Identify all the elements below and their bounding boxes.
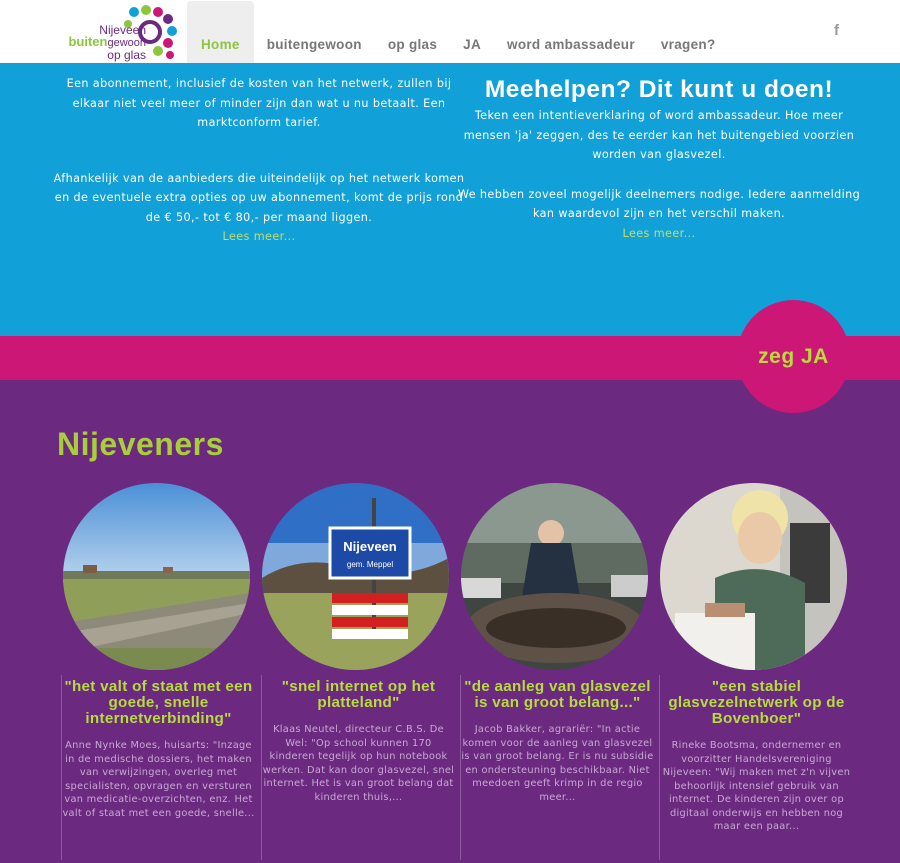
card-2[interactable]: [262, 483, 451, 670]
entrepreneur-office-image: [660, 483, 847, 670]
card-4-description: Rineke Bootsma, ondernemer en voorzitter Handelsvereniging Nijeveen: "Wij maken met z'n vijven behoorlijk intensief gebruik van internet. De kinderen zijn over op digitaal onderwijs en hebben nog maar een paar...: [662, 740, 851, 832]
card-2-text: [261, 675, 455, 860]
nav-home[interactable]: Home: [187, 1, 254, 63]
nav-vragen[interactable]: vragen?: [660, 37, 716, 52]
card-2-quote[interactable]: "snel internet op het platteland": [281, 678, 436, 711]
card-2-description: Klaas Neutel, directeur C.B.S. De Wel: "Op school kunnen 170 kinderen tegelijk op hun notebook werken. Dat kan door glasvezel, snel internet. Het is van groot belang dat kinderen thuis,...: [262, 724, 455, 803]
help-paragraph-2: We hebben zoveel mogelijk deelnemers nodige. Iedere aanmelding kan waardevol zijn en het verschil maken.: [457, 187, 861, 220]
header: [0, 0, 900, 63]
card-4[interactable]: [660, 483, 849, 670]
nav-op-glas[interactable]: op glas: [387, 37, 438, 52]
card-3-quote[interactable]: "de aanleg van glasvezel is van groot belang...": [464, 678, 651, 711]
logo-line-2a: buiten: [68, 34, 108, 49]
card-4-text: [659, 675, 853, 860]
card-1-description: Anne Nynke Moes, huisarts: "Inzage in de medische dossiers, het maken van verwijzingen, overleg met specialisten, opvragen en versturen van medicatie-overzichten, enz. Het valt of staat met een goede, snelle...: [62, 740, 255, 819]
help-column: [450, 74, 868, 243]
card-1[interactable]: [63, 483, 252, 670]
zeg-ja-button[interactable]: zeg JA: [737, 300, 850, 413]
facebook-icon[interactable]: f: [834, 22, 839, 39]
sign-municipality: gem. Meppel: [346, 560, 394, 569]
main-nav: [187, 0, 729, 63]
pricing-read-more-link[interactable]: Lees meer...: [222, 230, 296, 243]
help-paragraph-1: Teken een intentieverklaring of word ambassadeur. Hoe meer mensen 'ja' zeggen, des te eerder kan het buitengebied voorzien worden van glasvezel.: [463, 109, 855, 161]
help-read-more-link[interactable]: Lees meer...: [622, 226, 696, 240]
field-landscape-image: [63, 483, 250, 670]
pricing-paragraph-2: Afhankelijk van de aanbieders die uiteindelijk op het netwerk komen en de eventuele extra opties op uw abonnement, komt de prijs rond de € 50,- tot € 80,- per maand liggen.: [53, 171, 465, 224]
card-3-photo[interactable]: [461, 483, 648, 670]
site-logo[interactable]: [56, 4, 184, 62]
logo-line-1: Nijeveen: [99, 23, 146, 37]
card-1-text: [61, 675, 255, 860]
nav-buitengewoon[interactable]: buitengewoon: [266, 37, 362, 52]
card-1-photo[interactable]: [63, 483, 250, 670]
card-2-photo[interactable]: [262, 483, 449, 670]
card-3-text: [460, 675, 654, 860]
logo-line-2b: gewoon: [107, 37, 146, 49]
card-1-quote[interactable]: "het valt of staat met een goede, snelle internetverbinding": [64, 678, 253, 727]
sign-town-name: Nijeveen: [343, 539, 397, 554]
nav-word-ambassadeur[interactable]: word ambassadeur: [507, 37, 635, 52]
logo-line-3: op glas: [107, 48, 146, 62]
card-4-quote[interactable]: "een stabiel glasvezelnetwerk op de Bovenboer": [668, 678, 845, 727]
pricing-paragraph-1: Een abonnement, inclusief de kosten van het netwerk, zullen bij elkaar niet veel meer of minder zijn dan wat u nu betaalt. Een marktconform tarief.: [66, 77, 452, 129]
help-title: Meehelpen? Dit kunt u doen!: [484, 76, 834, 103]
pricing-column: [50, 74, 468, 247]
card-3[interactable]: [461, 483, 650, 670]
farmer-barn-image: [461, 483, 648, 670]
town-sign-image: [262, 483, 449, 670]
nav-ja[interactable]: JA: [463, 37, 482, 52]
card-3-description: Jacob Bakker, agrariër: "In actie komen voor de aanleg van glasvezel is van groot belang. Er is nu subsidie en ondersteuning beschikbaar. Niet meedoen geeft krimp in de regio meer...: [461, 724, 654, 803]
card-4-photo[interactable]: [660, 483, 847, 670]
section-title: Nijeveners: [57, 426, 224, 462]
